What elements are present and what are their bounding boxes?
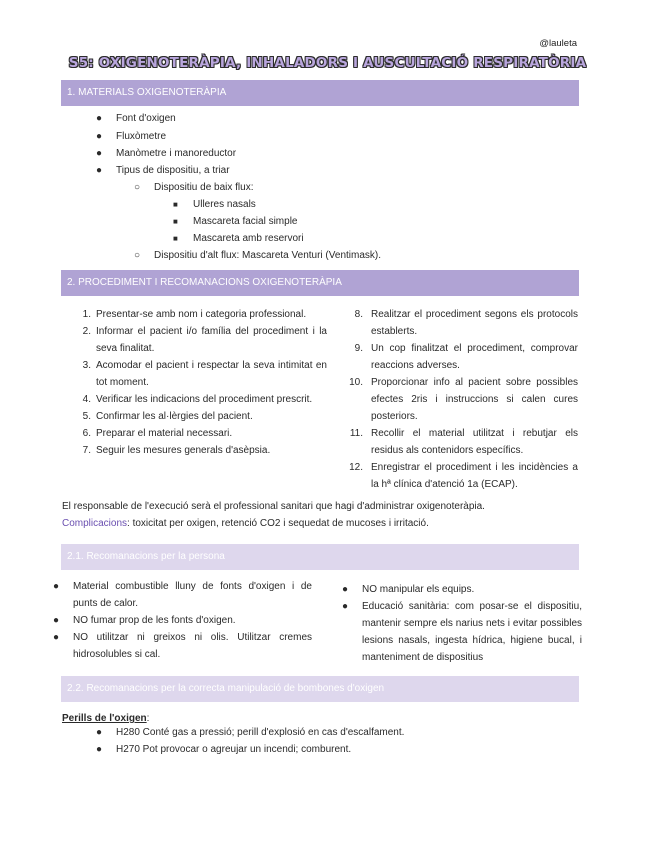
procedure-step: 9. Un cop finalitzat el procediment, comprovar reaccions adverses. <box>354 343 578 371</box>
material-item: Tipus de dispositiu, a triar <box>116 165 230 176</box>
procedure-step: 7. Seguir les mesures generals d'asèpsia. <box>82 445 271 456</box>
low-flow-item: Mascareta amb reservori <box>193 233 304 244</box>
bullet-icon: ● <box>96 148 103 159</box>
complications-text: : toxicitat per oxigen, retenció CO2 i sequedat de mucoses i irritació. <box>127 518 429 529</box>
procedure-step: 4. Verificar les indicacions del procediment prescrit. <box>82 394 313 405</box>
high-flow-label: Dispositiu d'alt flux: Mascareta Venturi (Ventimask). <box>154 250 382 261</box>
person-recommendations-left <box>53 578 312 663</box>
list-item: ● Educació sanitària: com posar-se el dispositiu, mantenir sempre els narius nets i evitar possibles lesions nasals, ingesta hídrica, higiene bucal, i manteniment de dispositius <box>342 598 582 666</box>
list-item: ● NO manipular els equips. <box>342 581 582 598</box>
bullet-icon: ● <box>53 581 60 592</box>
low-flow-item: Ulleres nasals <box>193 199 256 210</box>
square-bullet-icon: ■ <box>173 200 178 209</box>
complications-note <box>62 515 582 532</box>
section1-heading: 1. MATERIALS OXIGENOTERÀPIA <box>61 80 579 106</box>
bullet-icon: ● <box>53 632 60 643</box>
procedure-step: 6. Preparar el material necessari. <box>82 428 233 439</box>
list-item: ● Material combustible lluny de fonts d'oxigen i de punts de calor. <box>53 578 312 612</box>
square-bullet-icon: ■ <box>173 234 178 243</box>
bullet-icon: ● <box>342 601 349 612</box>
bullet-icon: ● <box>342 584 349 595</box>
danger-item: H270 Pot provocar o agreujar un incendi; comburent. <box>116 744 352 755</box>
author-handle: @lauleta <box>539 38 577 49</box>
responsible-note: El responsable de l'execució serà el professional sanitari que hagi d'administrar oxigenoteràpia. <box>62 501 485 512</box>
person-recommendations-right <box>342 581 582 666</box>
material-item: Font d'oxigen <box>116 113 176 124</box>
bullet-icon: ● <box>96 744 103 755</box>
bullet-icon: ● <box>96 165 103 176</box>
procedure-step: 12. Enregistrar el procediment i les incidències a la hª clínica d'atenció 1a (ECAP). <box>349 462 578 490</box>
complications-label: Complicacions <box>62 518 128 529</box>
material-item: Manòmetre i manoreductor <box>116 148 237 159</box>
material-item: Fluxòmetre <box>116 131 167 142</box>
procedure-steps-right <box>347 306 578 493</box>
circle-bullet-icon: ○ <box>134 250 141 261</box>
procedure-step: 11. Recollir el material utilitzat i rebutjar els residus als contenidors específics. <box>349 428 578 456</box>
bullet-icon: ● <box>96 113 103 124</box>
section22-heading: 2.2. Recomanacions per la correcta manipulació de bombones d'oxigen <box>61 676 579 702</box>
dangers-heading: Perills de l'oxigen: <box>62 713 150 724</box>
procedure-step: 10. Proporcionar info al pacient sobre possibles efectes 2ris i instruccions si calen cures posteriors. <box>349 377 578 422</box>
bullet-icon: ● <box>53 615 60 626</box>
low-flow-label: Dispositiu de baix flux: <box>154 182 254 193</box>
procedure-step: 8. Realitzar el procediment segons els protocols establerts. <box>354 309 578 337</box>
procedure-step: 1. Presentar-se amb nom i categoria professional. <box>82 309 307 320</box>
section21-heading: 2.1. Recomanacions per la persona <box>61 544 579 570</box>
bullet-icon: ● <box>96 131 103 142</box>
procedure-step: 2. Informar el pacient i/o família del procediment i la seva finalitat. <box>82 326 327 354</box>
circle-bullet-icon: ○ <box>134 182 141 193</box>
low-flow-item: Mascareta facial simple <box>193 216 298 227</box>
procedure-steps-left <box>77 306 327 459</box>
procedure-step: 5. Confirmar les al·lèrgies del pacient. <box>82 411 253 422</box>
square-bullet-icon: ■ <box>173 217 178 226</box>
procedure-step: 3. Acomodar el pacient i respectar la seva intimitat en tot moment. <box>82 360 327 388</box>
bullet-icon: ● <box>96 727 103 738</box>
danger-item: H280 Conté gas a pressió; perill d'explosió en cas d'escalfament. <box>116 727 405 738</box>
list-item: ● NO utilitzar ni greixos ni olis. Utilitzar cremes hidrosolubles si cal. <box>53 629 312 663</box>
section2-heading: 2. PROCEDIMENT I RECOMANACIONS OXIGENOTERÀPIA <box>61 270 579 296</box>
list-item: ● NO fumar prop de les fonts d'oxigen. <box>53 612 312 629</box>
page-title: S5: OXIGENOTERÀPIA, INHALADORS I AUSCULTACIÓ RESPIRATÒRIA <box>68 55 587 71</box>
